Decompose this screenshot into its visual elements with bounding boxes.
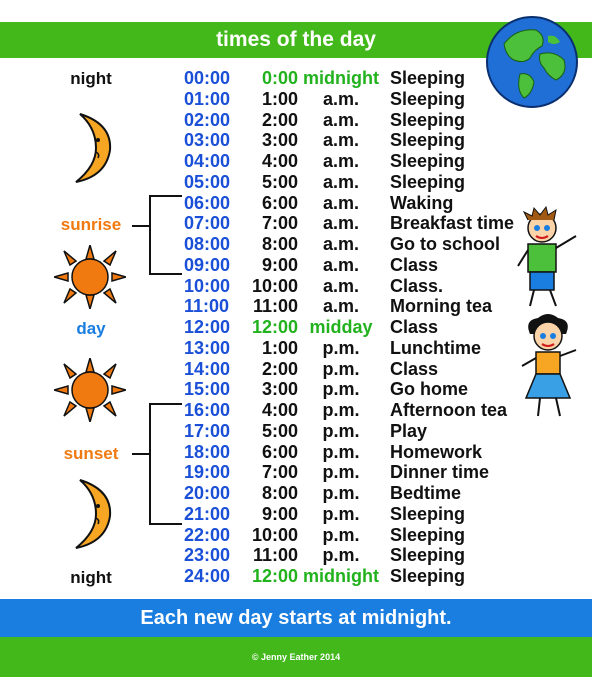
period: a.m.	[322, 171, 360, 192]
hour-24: 10:00	[184, 275, 231, 296]
activity: Bedtime	[390, 483, 462, 503]
table-row	[0, 234, 592, 255]
period: midnight	[303, 68, 379, 88]
activity: Waking	[390, 192, 454, 213]
activity: Sleeping	[390, 88, 466, 109]
table-row	[0, 462, 592, 483]
table-row	[0, 317, 592, 338]
hour-24: 15:00	[184, 379, 231, 400]
hour-24: 23:00	[184, 545, 231, 566]
hour-12: 7:00	[261, 462, 298, 483]
hour-12: 4:00	[261, 151, 298, 171]
hour-12: 12:00	[251, 317, 298, 337]
table-row	[0, 545, 592, 566]
table-row	[0, 379, 592, 400]
hour-24: 01:00	[184, 88, 231, 109]
activity: Class	[390, 358, 439, 379]
table-row	[0, 151, 592, 172]
label-day: day	[76, 319, 106, 338]
hour-12: 10:00	[251, 524, 298, 545]
activity: Morning tea	[390, 296, 492, 317]
hour-12: 9:00	[261, 503, 298, 524]
activity: Sleeping	[390, 151, 466, 171]
hour-24: 04:00	[184, 151, 231, 171]
hour-24: 16:00	[184, 400, 231, 420]
hour-24: 06:00	[184, 192, 231, 213]
table-row	[0, 68, 592, 89]
hour-24: 19:00	[184, 462, 231, 483]
hour-24: 22:00	[184, 524, 231, 545]
hour-24: 21:00	[184, 503, 231, 524]
hour-12: 6:00	[261, 192, 298, 213]
table-row	[0, 566, 592, 587]
period: p.m.	[322, 358, 360, 379]
footer-note: Each new day starts at midnight.	[140, 607, 452, 629]
hour-12: 8:00	[261, 234, 298, 254]
footer-note-bar	[0, 599, 592, 637]
activity: Sleeping	[390, 68, 466, 88]
period: p.m.	[322, 483, 360, 503]
table-row	[0, 421, 592, 442]
hour-12: 3:00	[261, 130, 298, 151]
activity: Breakfast time	[390, 213, 515, 234]
copyright-bar	[0, 637, 592, 677]
hour-24: 17:00	[184, 420, 231, 441]
hour-12: 2:00	[261, 109, 298, 130]
activity: Sleeping	[390, 566, 466, 586]
hour-24: 24:00	[184, 566, 231, 586]
period: a.m.	[322, 192, 360, 213]
hour-12: 2:00	[261, 358, 298, 379]
hour-24: 12:00	[184, 317, 231, 337]
activity: Class	[390, 317, 439, 337]
activity: Sleeping	[390, 545, 466, 566]
period: p.m.	[322, 503, 360, 524]
activity: Go home	[390, 379, 469, 400]
label-night-bottom: night	[70, 568, 112, 587]
activity: Homework	[390, 441, 483, 462]
period: a.m.	[322, 296, 360, 317]
period: a.m.	[322, 254, 360, 275]
activity: Afternoon tea	[390, 400, 507, 420]
period: midnight	[303, 566, 379, 586]
period: a.m.	[322, 130, 360, 151]
period: p.m.	[322, 462, 360, 483]
table-row	[0, 483, 592, 504]
table-row	[0, 442, 592, 463]
activity: Go to school	[390, 234, 500, 254]
period: a.m.	[322, 151, 360, 171]
period: p.m.	[322, 400, 360, 420]
period: p.m.	[322, 545, 360, 566]
period: p.m.	[322, 337, 360, 358]
hour-24: 02:00	[184, 109, 231, 130]
period: p.m.	[322, 420, 360, 441]
activity: Class	[390, 254, 439, 275]
period: p.m.	[322, 441, 360, 462]
hour-24: 08:00	[184, 234, 231, 254]
period: a.m.	[322, 88, 360, 109]
hour-24: 18:00	[184, 441, 231, 462]
hour-12: 1:00	[261, 337, 298, 358]
hour-24: 20:00	[184, 483, 231, 503]
hour-24: 14:00	[184, 358, 231, 379]
hour-12: 11:00	[252, 545, 298, 566]
period: p.m.	[322, 379, 360, 400]
hour-24: 09:00	[184, 254, 231, 275]
label-night-top: night	[70, 69, 112, 88]
period: a.m.	[322, 234, 360, 254]
activity: Dinner time	[390, 462, 490, 483]
period: a.m.	[322, 213, 360, 234]
period: a.m.	[322, 275, 360, 296]
activity: Sleeping	[390, 130, 466, 151]
activity: Sleeping	[390, 171, 466, 192]
table-row	[0, 213, 592, 234]
hour-24: 07:00	[184, 213, 231, 234]
hour-24: 11:00	[184, 296, 230, 317]
hour-12: 1:00	[261, 88, 298, 109]
period: p.m.	[322, 524, 360, 545]
activity: Sleeping	[390, 503, 466, 524]
activity: Class.	[390, 275, 444, 296]
hour-12: 6:00	[261, 441, 298, 462]
hour-24: 03:00	[184, 130, 231, 151]
hour-24: 00:00	[184, 68, 231, 88]
activity: Lunchtime	[390, 337, 482, 358]
activity: Sleeping	[390, 524, 466, 545]
hour-12: 5:00	[261, 420, 298, 441]
table-row	[0, 276, 592, 297]
table-row	[0, 172, 592, 193]
hour-12: 8:00	[261, 483, 298, 503]
hour-12: 10:00	[251, 275, 298, 296]
hour-12: 7:00	[261, 213, 298, 234]
hour-12: 5:00	[261, 171, 298, 192]
hour-12: 11:00	[252, 296, 298, 317]
hour-12: 12:00	[251, 566, 298, 586]
copyright: © Jenny Eather 2014	[251, 652, 341, 662]
table-row	[0, 89, 592, 110]
hour-24: 05:00	[184, 171, 231, 192]
table-row	[0, 193, 592, 214]
hour-12: 0:00	[261, 68, 298, 88]
table-row	[0, 130, 592, 151]
period: midday	[309, 317, 373, 337]
activity: Play	[390, 420, 428, 441]
period: a.m.	[322, 109, 360, 130]
table-row	[0, 359, 592, 380]
hour-24: 13:00	[184, 337, 231, 358]
table-row	[0, 110, 592, 131]
table-row	[0, 525, 592, 546]
table-row	[0, 504, 592, 525]
page-title: times of the day	[216, 28, 376, 51]
table-row	[0, 338, 592, 359]
hour-12: 9:00	[261, 254, 298, 275]
hour-12: 3:00	[261, 379, 298, 400]
table-row	[0, 255, 592, 276]
hour-12: 4:00	[261, 400, 298, 420]
activity: Sleeping	[390, 109, 466, 130]
label-sunrise: sunrise	[60, 215, 122, 234]
label-sunset: sunset	[63, 444, 119, 463]
table-row	[0, 400, 592, 421]
table-row	[0, 296, 592, 317]
